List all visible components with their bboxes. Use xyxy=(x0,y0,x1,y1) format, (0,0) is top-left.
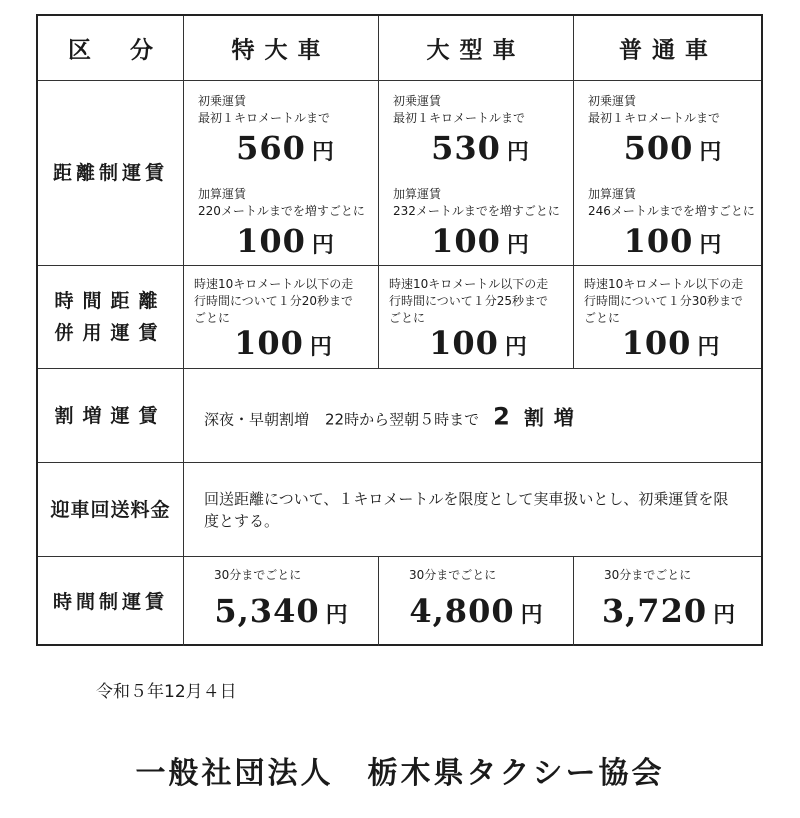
column-header-extra-large xyxy=(184,16,379,80)
initial-fare-label: 初乗運賃 xyxy=(393,94,442,108)
added-fare-desc: 246メートルまでを増すごとに xyxy=(588,204,755,218)
organization-name xyxy=(0,748,800,792)
surcharge-rate: 2 xyxy=(493,402,510,430)
column-header-label: 特大車 xyxy=(231,37,331,64)
yen-unit: 円 xyxy=(506,140,529,165)
time-distance-fare-label xyxy=(38,285,183,349)
added-fare-amount: 100 xyxy=(236,222,306,260)
yen-unit: 円 xyxy=(311,140,334,165)
initial-fare-desc: 最初１キロメートルまで xyxy=(588,111,721,125)
time-distance-fare-cell xyxy=(379,266,574,368)
time-distance-fare-row xyxy=(38,266,761,369)
time-distance-amount: 100 xyxy=(234,324,304,362)
initial-fare-desc: 最初１キロメートルまで xyxy=(393,111,526,125)
time-distance-desc: ごとに xyxy=(584,311,621,325)
row-label-cell xyxy=(38,266,184,368)
time-distance-desc: 行時間について１分30秒まで xyxy=(584,294,744,308)
initial-fare-amount: 500 xyxy=(623,129,694,167)
added-fare-amount: 100 xyxy=(623,222,694,260)
time-fare-amount: 5,340 xyxy=(214,592,320,630)
time-distance-amount: 100 xyxy=(429,324,499,362)
time-fare-amount: 4,800 xyxy=(409,592,515,630)
yen-unit: 円 xyxy=(699,140,722,165)
initial-fare-amount: 530 xyxy=(431,129,501,167)
column-header-label: 大型車 xyxy=(426,37,526,64)
time-distance-desc: 時速10キロメートル以下の走 xyxy=(194,277,354,291)
time-fare-amount: 3,720 xyxy=(601,592,708,630)
yen-unit: 円 xyxy=(311,233,334,258)
time-fare-note: 30分までごとに xyxy=(604,568,692,582)
row-label-cell xyxy=(38,81,184,265)
added-fare-desc: 232メートルまでを増すごとに xyxy=(393,204,560,218)
initial-fare-label: 初乗運賃 xyxy=(198,94,247,108)
issue-date: 令和５年12月４日 xyxy=(96,682,237,702)
added-fare-label: 加算運賃 xyxy=(588,187,637,201)
yen-unit: 円 xyxy=(504,335,527,360)
column-header-regular xyxy=(574,16,763,80)
distance-fare-cell xyxy=(184,81,379,265)
added-fare-label: 加算運賃 xyxy=(393,187,442,201)
pickup-fee-cell xyxy=(184,463,761,556)
time-distance-desc: 時速10キロメートル以下の走 xyxy=(389,277,549,291)
surcharge-desc: 深夜・早朝割増 xyxy=(204,410,310,428)
yen-unit: 円 xyxy=(699,233,722,258)
yen-unit: 円 xyxy=(309,335,332,360)
organization-title: 栃木県タクシー協会 xyxy=(367,756,665,791)
distance-fare-cell xyxy=(379,81,574,265)
surcharge-rate-unit: 割増 xyxy=(523,405,584,429)
row-label-cell xyxy=(38,463,184,556)
added-fare-amount: 100 xyxy=(431,222,501,260)
time-distance-fare-cell xyxy=(574,266,763,368)
time-fare-label: 時間制運賃 xyxy=(52,590,168,613)
time-distance-desc: 時速10キロメートル以下の走 xyxy=(584,277,744,291)
surcharge-row xyxy=(38,369,761,463)
added-fare-desc: 220メートルまでを増すごとに xyxy=(198,204,365,218)
time-fare-row xyxy=(38,557,761,646)
time-distance-desc: 行時間について１分25秒まで xyxy=(389,294,549,308)
surcharge-label: 割増運賃 xyxy=(54,404,167,427)
time-distance-amount: 100 xyxy=(621,324,692,362)
category-header xyxy=(38,16,184,80)
label-line: 併用運賃 xyxy=(54,322,167,344)
time-distance-desc: ごとに xyxy=(389,311,426,325)
initial-fare-amount: 560 xyxy=(236,129,306,167)
category-char-1: 区 xyxy=(68,37,91,64)
category-char-2: 分 xyxy=(130,37,153,64)
distance-fare-cell xyxy=(574,81,763,265)
fare-table xyxy=(36,14,763,646)
time-fare-cell xyxy=(574,557,763,646)
distance-fare-label: 距離制運賃 xyxy=(52,162,168,184)
row-label-cell xyxy=(38,369,184,462)
added-fare-label: 加算運賃 xyxy=(198,187,247,201)
pickup-fee-label: 迎車回送料金 xyxy=(50,498,171,521)
time-distance-desc: 行時間について１分20秒まで xyxy=(194,294,354,308)
column-header-large xyxy=(379,16,574,80)
label-line: 時間距離 xyxy=(54,290,167,312)
surcharge-hours: 22時から翌朝５時まで xyxy=(325,410,480,428)
row-label-cell xyxy=(38,557,184,646)
time-distance-fare-cell xyxy=(184,266,379,368)
organization-type: 一般社団法人 xyxy=(135,756,334,791)
yen-unit: 円 xyxy=(713,603,736,628)
surcharge-cell xyxy=(184,369,761,462)
time-distance-desc: ごとに xyxy=(194,311,231,325)
time-fare-note: 30分までごとに xyxy=(214,568,302,582)
pickup-fee-text: 回送距離について、１キロメートルを限度として実車扱いとし、初乗運賃を限度とする。 xyxy=(204,489,729,530)
yen-unit: 円 xyxy=(325,603,348,628)
time-fare-cell xyxy=(379,557,574,646)
yen-unit: 円 xyxy=(520,603,543,628)
distance-fare-row xyxy=(38,81,761,266)
time-fare-cell xyxy=(184,557,379,646)
pickup-fee-row xyxy=(38,463,761,557)
initial-fare-label: 初乗運賃 xyxy=(588,94,637,108)
initial-fare-desc: 最初１キロメートルまで xyxy=(198,111,331,125)
time-fare-note: 30分までごとに xyxy=(409,568,497,582)
header-row xyxy=(38,16,761,81)
yen-unit: 円 xyxy=(506,233,529,258)
column-header-label: 普通車 xyxy=(619,37,718,64)
yen-unit: 円 xyxy=(697,335,720,360)
